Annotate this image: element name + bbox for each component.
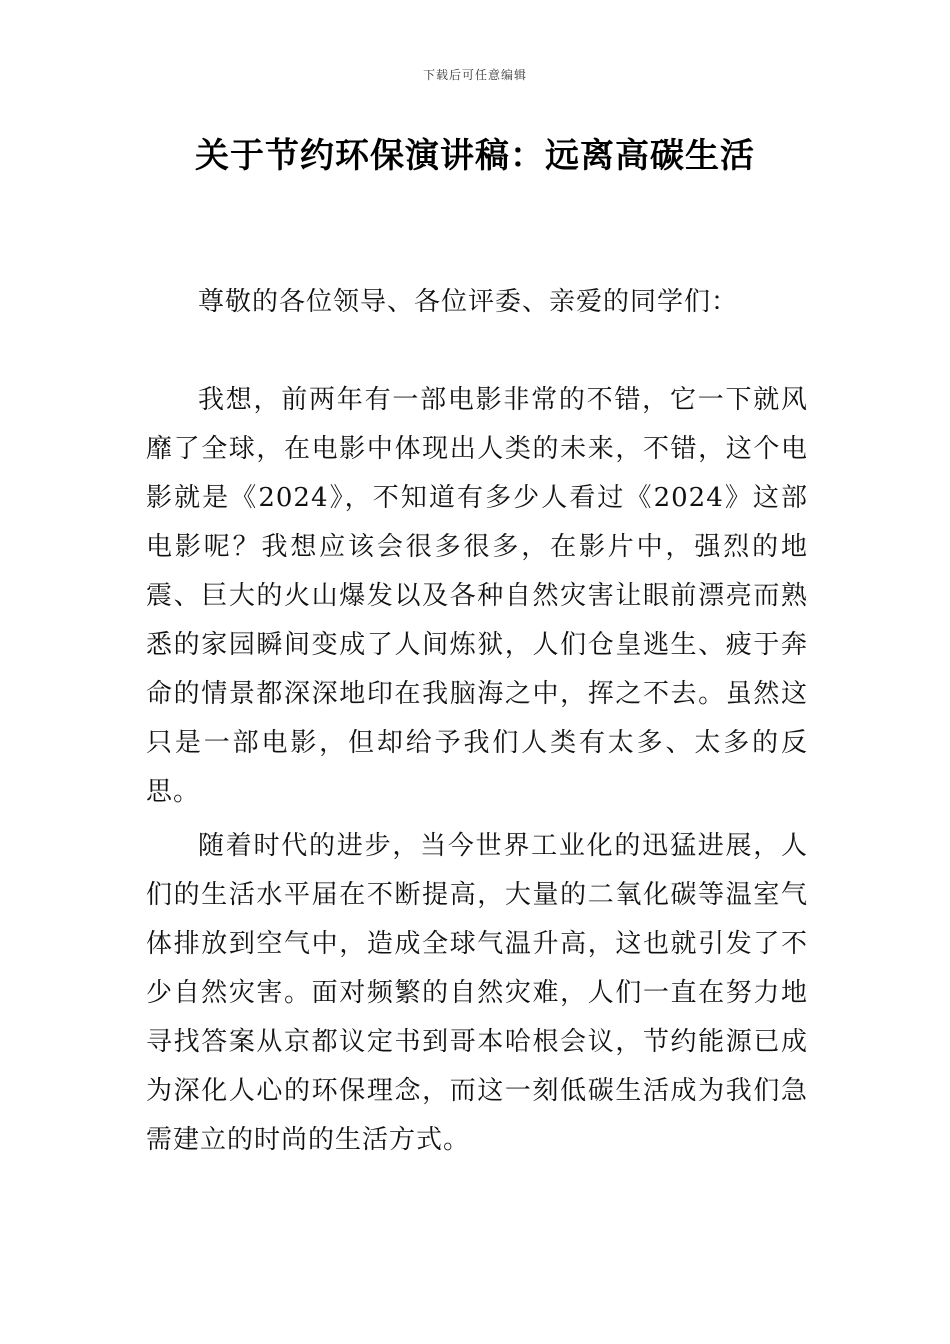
- header-note: 下载后可任意编辑: [422, 68, 527, 82]
- body-paragraph-1: 我想，前两年有一部电影非常的不错，它一下就风靡了全球，在电影中体现出人类的未来，不错，这个电影就是《2024》，不知道有多少人看过《2024》这部电影呢？我想应该会很多很多，在影片中，强烈的地震、巨大的火山爆发以及各种自然灾害让眼前漂亮而熟悉的家园瞬间变成了人间炼狱，人们仓皇逃生、疲于奔命的情景都深深地印在我脑海之中，挥之不去。虽然这只是一部电影，但却给予我们人类有太多、太多的反思。: [146, 385, 808, 807]
- body-paragraph-2: 随着时代的进步，当今世界工业化的迅猛进展，人们的生活水平届在不断提高，大量的二氧化碳等温室气体排放到空气中，造成全球气温升高，这也就引发了不少自然灾害。面对频繁的自然灾难，人们一直在努力地寻找答案从京都议定书到哥本哈根会议，节约能源已成为深化人心的环保理念，而这一刻低碳生活成为我们急需建立的时尚的生活方式。: [146, 831, 808, 1155]
- document-title: 关于节约环保演讲稿：远离高碳生活: [195, 136, 755, 176]
- salutation-paragraph: 尊敬的各位领导、各位评委、亲爱的同学们：: [198, 287, 739, 317]
